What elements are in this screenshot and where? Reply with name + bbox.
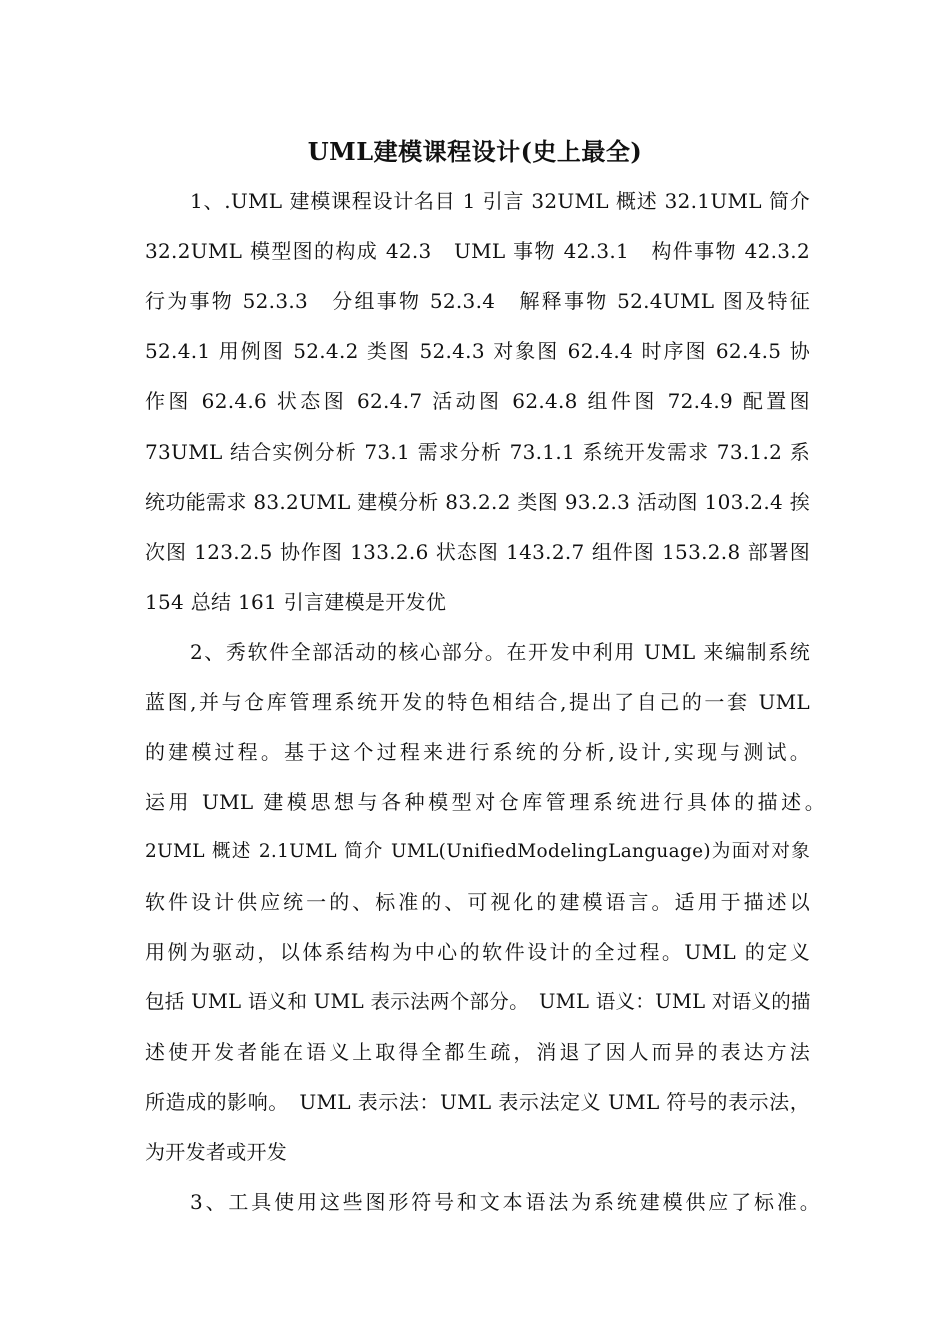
paragraph-line: 2UML 概述 2.1UML 简介 UML(UnifiedModelingLanguage)为面对对象 [145,841,810,862]
paragraph-line: 包括 UML 语义和 UML 表示法两个部分。 UML 语义：UML 对语义的描 [145,990,811,1013]
paragraph-line: 为开发者或开发 [145,1140,288,1164]
paragraph-line: 软件设计供应统一的、标准的、可视化的建模语言。适用于描述以 [145,890,810,914]
paragraph-line: 运用 UML 建模思想与各种模型对仓库管理系统进行具体的描述。 [145,790,825,814]
paragraph-line: 行为事物 52.3.3 分组事物 52.3.4 解释事物 52.4UML 图及特征 [145,289,810,313]
paragraph-line: 述使开发者能在语义上取得全都生疏，消退了因人而异的表达方法 [145,1040,810,1064]
paragraph-line: 所造成的影响。 UML 表示法：UML 表示法定义 UML 符号的表示法， [145,1090,810,1114]
paragraph-line: 用例为驱动，以体系结构为中心的软件设计的全过程。UML 的定义 [145,940,810,964]
paragraph-line: 3、工具使用这些图形符号和文本语法为系统建模供应了标准。 [190,1190,820,1214]
paragraph-line: 1、.UML 建模课程设计名目 1 引言 32UML 概述 32.1UML 简介 [190,189,810,213]
paragraph-line: 统功能需求 83.2UML 建模分析 83.2.2 类图 93.2.3 活动图 103.2.4 挨 [145,490,810,514]
paragraph-line: 73UML 结合实例分析 73.1 需求分析 73.1.1 系统开发需求 73.1.2 系 [145,440,810,464]
paragraph-line: 次图 123.2.5 协作图 133.2.6 状态图 143.2.7 组件图 153.2.8 部署图 [145,540,810,564]
paragraph-line: 蓝图,并与仓库管理系统开发的特色相结合,提出了自己的一套 UML [145,690,810,714]
paragraph-line: 的建模过程。基于这个过程来进行系统的分析,设计,实现与测试。 [145,740,810,764]
paragraph-line: 52.4.1 用例图 52.4.2 类图 52.4.3 对象图 62.4.4 时序图 62.4.5 协 [145,339,810,363]
paragraph-line: 32.2UML 模型图的构成 42.3 UML 事物 42.3.1 构件事物 42.3.2 [145,239,810,263]
paragraph-line: 2、秀软件全部活动的核心部分。在开发中利用 UML 来编制系统 [190,640,810,664]
paragraph-line: 154 总结 161 引言建模是开发优 [145,590,447,614]
document-title: UML建模课程设计(史上最全) [307,137,643,166]
paragraph-line: 作图 62.4.6 状态图 62.4.7 活动图 62.4.8 组件图 72.4.9 配置图 [145,389,810,413]
